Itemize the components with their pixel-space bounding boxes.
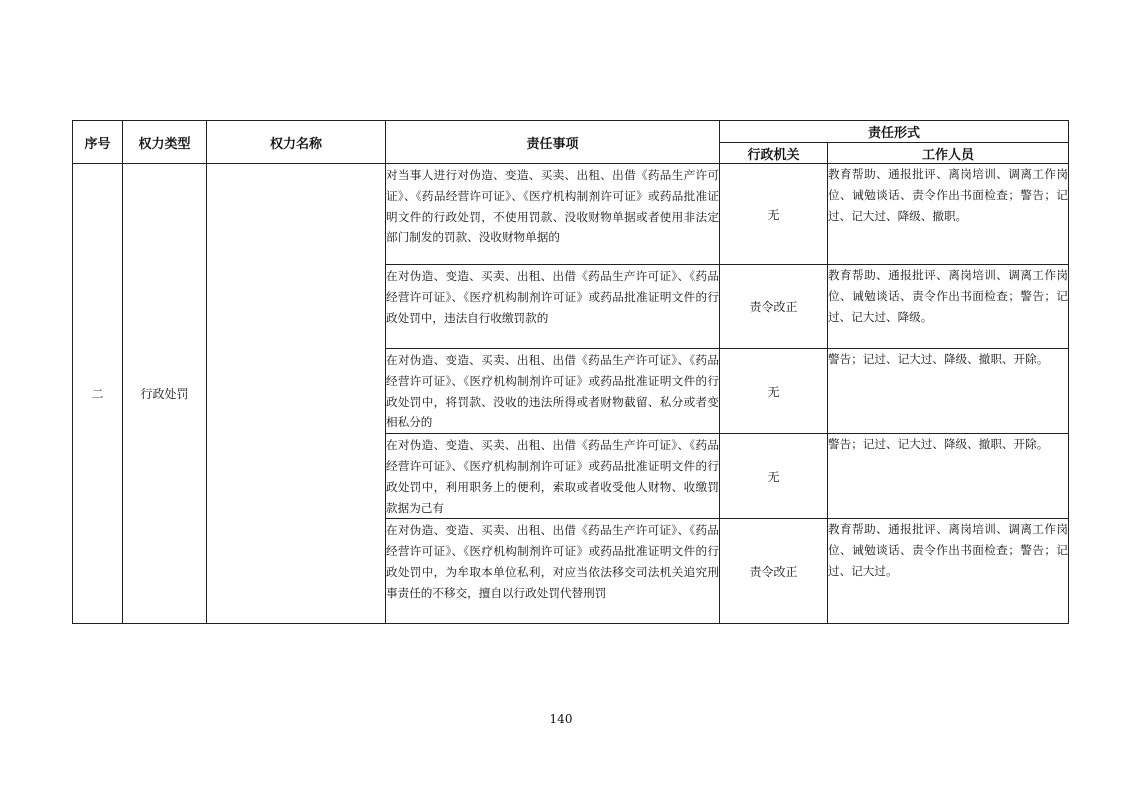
header-staff: 工作人员 xyxy=(828,143,1069,164)
staff-cell: 教育帮助、通报批评、离岗培训、调离工作岗位、诫勉谈话、责令作出书面检查；警告；记过、记大过、降级。 xyxy=(828,265,1069,349)
admin-org-cell: 责令改正 xyxy=(720,519,828,624)
power-name-cell xyxy=(207,164,386,624)
responsibility-item-cell: 在对伪造、变造、买卖、出租、出借《药品生产许可证》、《药品经营许可证》、《医疗机构制剂许可证》或药品批准证明文件的行政处罚中，将罚款、没收的违法所得或者财物截留、私分或者变相私分的 xyxy=(386,349,720,434)
responsibility-table xyxy=(72,120,1069,624)
power-type-cell: 行政处罚 xyxy=(123,164,207,624)
staff-cell: 警告；记过、记大过、降级、撤职、开除。 xyxy=(828,349,1069,434)
table-row xyxy=(73,164,1069,265)
admin-org-cell: 责令改正 xyxy=(720,265,828,349)
staff-cell: 警告；记过、记大过、降级、撤职、开除。 xyxy=(828,434,1069,519)
admin-org-cell: 无 xyxy=(720,164,828,265)
page-number: 140 xyxy=(549,712,573,726)
responsibility-item-cell: 在对伪造、变造、买卖、出租、出借《药品生产许可证》、《药品经营许可证》、《医疗机构制剂许可证》或药品批准证明文件的行政处罚中，利用职务上的便利，索取或者收受他人财物、收缴罚款据为己有 xyxy=(386,434,720,519)
seq-cell: 二 xyxy=(73,164,123,624)
header-power-type: 权力类型 xyxy=(123,121,207,164)
header-seq: 序号 xyxy=(73,121,123,164)
responsibility-item-cell: 对当事人进行对伪造、变造、买卖、出租、出借《药品生产许可证》、《药品经营许可证》、《医疗机构制剂许可证》或药品批准证明文件的行政处罚，不使用罚款、没收财物单据或者使用非法定部门制发的罚款、没收财物单据的 xyxy=(386,164,720,265)
header-row-1 xyxy=(73,121,1069,143)
header-responsibility-form: 责任形式 xyxy=(720,121,1069,143)
header-power-name: 权力名称 xyxy=(207,121,386,164)
responsibility-item-cell: 在对伪造、变造、买卖、出租、出借《药品生产许可证》、《药品经营许可证》、《医疗机构制剂许可证》或药品批准证明文件的行政处罚中，违法自行收缴罚款的 xyxy=(386,265,720,349)
staff-cell: 教育帮助、通报批评、离岗培训、调离工作岗位、诫勉谈话、责令作出书面检查；警告；记过、记大过。 xyxy=(828,519,1069,624)
responsibility-item-cell: 在对伪造、变造、买卖、出租、出借《药品生产许可证》、《药品经营许可证》、《医疗机构制剂许可证》或药品批准证明文件的行政处罚中，为牟取本单位私利，对应当依法移交司法机关追究刑事责任的不移交，擅自以行政处罚代替刑罚 xyxy=(386,519,720,624)
admin-org-cell: 无 xyxy=(720,349,828,434)
header-admin-org: 行政机关 xyxy=(720,143,828,164)
staff-cell: 教育帮助、通报批评、离岗培训、调离工作岗位、诫勉谈话、责令作出书面检查；警告；记过、记大过、降级、撤职。 xyxy=(828,164,1069,265)
admin-org-cell: 无 xyxy=(720,434,828,519)
header-responsibility-items: 责任事项 xyxy=(386,121,720,164)
